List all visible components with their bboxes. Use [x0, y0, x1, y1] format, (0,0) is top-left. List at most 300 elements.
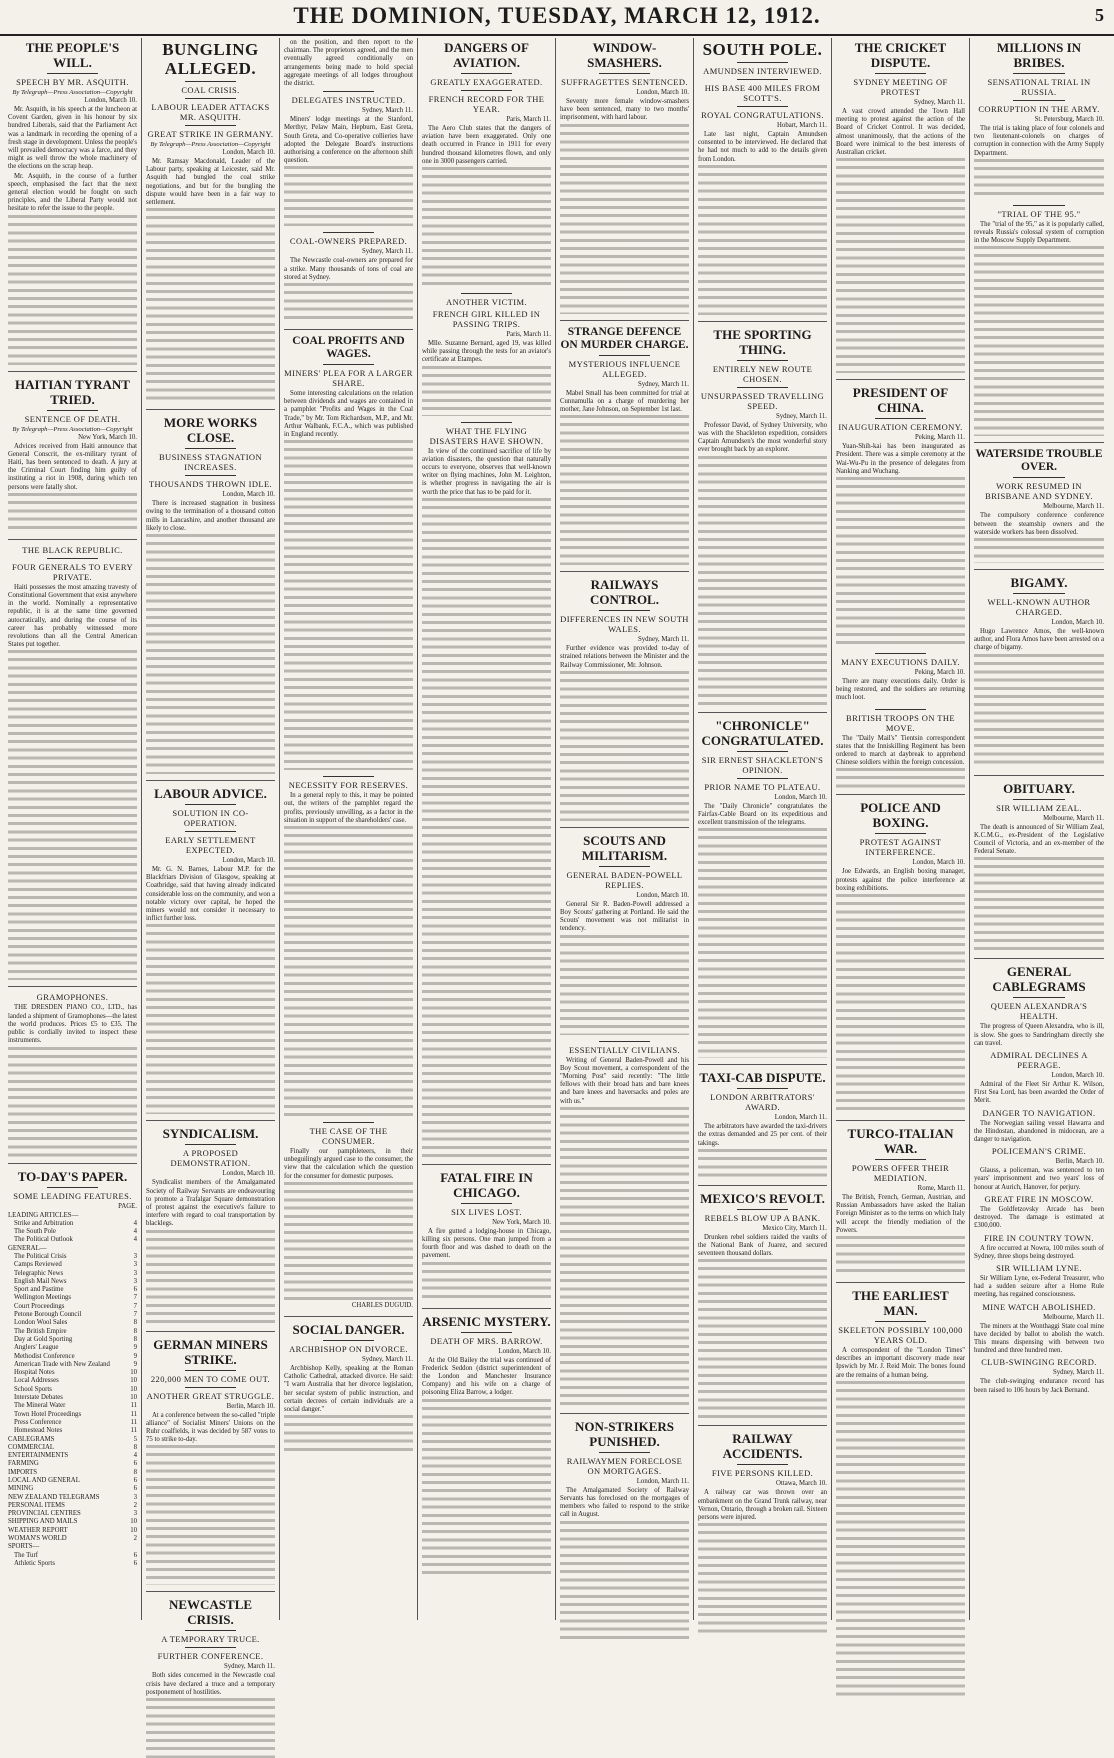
contents-item-label: The South Pole — [14, 1228, 56, 1236]
contents-item — [8, 1245, 137, 1253]
contents-list — [8, 1212, 137, 1569]
dateline: Paris, March 11. — [506, 116, 551, 123]
contents-item — [8, 1220, 137, 1228]
column-3 — [280, 38, 418, 1620]
article-case-of-consumer — [284, 1126, 413, 1310]
contents-item-page: 4 — [133, 1228, 137, 1236]
advertisement-gramophones — [8, 992, 137, 1156]
subheadline: MYSTERIOUS INFLUENCE ALLEGED. — [568, 358, 681, 379]
text-block — [284, 440, 413, 770]
article-more-works-close — [146, 415, 275, 774]
contents-item-label: WEATHER REPORT — [8, 1526, 68, 1534]
text-block — [284, 1415, 413, 1455]
article-german-miners-strike — [146, 1337, 275, 1586]
contents-item — [8, 1502, 137, 1510]
headline: POLICE AND BOXING. — [860, 800, 941, 831]
article-text: Archbishop Kelly, speaking at the Roman Catholic Cathedral, attacked divorce. He said: "I warn Australia that her divorce legislation, her secular system of public instruction, and certain decrees of certain individuals are a social danger." — [284, 1364, 413, 1413]
dateline: London, March 10. — [1051, 619, 1104, 627]
contents-item-label: Day at Gold Sporting — [14, 1335, 73, 1343]
text-block — [146, 1445, 275, 1585]
contents-item-page — [135, 1212, 137, 1220]
contents-item — [8, 1253, 137, 1261]
contents-item-page: 11 — [130, 1402, 137, 1410]
dateline: St. Petersburg, March 10. — [1034, 116, 1104, 123]
contents-item — [8, 1294, 137, 1302]
column-5 — [556, 38, 694, 1620]
article-earliest-man — [836, 1288, 965, 1701]
article-taxi-cab-dispute — [698, 1070, 827, 1179]
headline: THE BLACK REPUBLIC. — [22, 544, 123, 555]
subheadline: ANOTHER GREAT STRUGGLE. — [146, 1390, 275, 1401]
dateline: London, March 10. — [222, 1170, 275, 1178]
column-7 — [832, 38, 970, 1620]
article-waterside-trouble — [974, 448, 1104, 563]
contents-item-page: 11 — [130, 1418, 137, 1426]
text-block — [974, 159, 1104, 199]
dateline: Berlin, March 10. — [1055, 1158, 1104, 1166]
headline: RAILWAYS CONTROL. — [590, 577, 659, 608]
contents-item-label: The Political Outlook — [14, 1236, 73, 1244]
subheadline: FRENCH RECORD FOR THE YEAR. — [428, 94, 545, 114]
contents-item-label: COMMERCIAL — [8, 1443, 55, 1451]
dateline: Sydney, March 11. — [361, 107, 413, 115]
article-bigamy — [974, 575, 1104, 769]
contents-item-label: PERSONAL ITEMS — [8, 1501, 65, 1509]
contents-item-page: 6 — [133, 1551, 137, 1559]
article-text: There are many executions daily. Order is being restored, and the soldiers are returning much loot. — [836, 678, 965, 702]
contents-item-page: 10 — [130, 1385, 137, 1393]
subheadline: SUFFRAGETTES SENTENCED. — [561, 77, 688, 87]
article-text: The "Daily Mail's" Tientsin correspondent states that the Inniskilling Regiment has been ordered to march at daybreak to apprehend Chinese soldiers within the foreign concession. — [836, 734, 965, 767]
text-block — [8, 215, 137, 365]
page-number: 5 — [1095, 5, 1104, 25]
article-text: A fire gutted a lodging-house in Chicago, killing six persons. One man jumped from a fourth floor and was dashed to death on the pavement. — [422, 1227, 551, 1260]
article-text: A correspondent of the "London Times" describes an important discovery made near Ipswich by Mr. J. Reid Moir. The bones found are the remains of a human being. — [836, 1347, 965, 1379]
columns — [4, 38, 1110, 1696]
dateline: London, March 10. — [1051, 1072, 1104, 1080]
article-dangers-of-aviation — [422, 40, 551, 287]
article-text: Some interesting calculations on the relation between dividends and wages are contained in a pamphlet "Profits and Wages in the Coal Trade," by Mr. Tom Richardson, M.P., and Mr. Arthur Walbank, F.C.A., which was published in England recently. — [284, 390, 413, 439]
article-many-executions — [836, 657, 965, 703]
article-syndicalism — [146, 1126, 275, 1324]
article-text: The miners at the Wonthaggi State coal mine have decided by ballot to abolish the watch. This means dispensing with between two hundred and three hundred men. — [974, 1322, 1104, 1355]
headline: "CHRONICLE" CONGRATULATED. — [701, 717, 824, 748]
contents-item-label: LOCAL AND GENERAL — [8, 1477, 80, 1484]
subheadline: FOUR GENERALS TO EVERY PRIVATE. — [11, 561, 134, 582]
article-turco-italian-war — [836, 1126, 965, 1276]
headline: DANGERS OF AVIATION. — [444, 40, 529, 70]
contents-item — [8, 1303, 137, 1311]
contents-item — [8, 1543, 137, 1551]
contents-item-page: 9 — [133, 1344, 137, 1352]
contents-item — [8, 1527, 137, 1535]
byline: By Telegraph—Press Association—Copyright — [12, 89, 133, 96]
contents-item-label: Interstate Debates — [14, 1394, 63, 1402]
text-block — [146, 1698, 275, 1758]
contents-item — [8, 1270, 137, 1278]
contents-item-page: 5 — [133, 1435, 137, 1443]
subheadline: THOUSANDS THROWN IDLE. — [148, 479, 273, 490]
headline: ANOTHER VICTIM. — [446, 297, 527, 308]
article-text: The Amalgamated Society of Railway Servants has foreclosed on the mortgages of members who failed to respond to the strike call in August. — [560, 1486, 689, 1519]
headline: THE SPORTING THING. — [713, 326, 812, 357]
subheadline: SENTENCE OF DEATH. — [24, 413, 121, 424]
subheadline: RAILWAYMEN FORECLOSE ON MORTGAGES. — [566, 1455, 683, 1476]
contents-item — [8, 1436, 137, 1444]
subheadline: EARLY SETTLEMENT EXPECTED. — [165, 835, 256, 856]
headline: SOUTH POLE. — [702, 40, 823, 59]
article-text: In a general reply to this, it may be pointed out, the writers of the pamphlet regard the profits, previously unwilling, as a factor in the situation in support of the shareholders' case. — [284, 792, 413, 824]
contents-item — [8, 1494, 137, 1502]
contents-item-page — [135, 1543, 137, 1551]
article-text: Seventy more female window-smashers have been sentenced, many to two months' imprisonment, with hard labour. — [560, 98, 689, 122]
text-block — [422, 366, 551, 416]
contents-item-label: GENERAL— — [8, 1244, 47, 1252]
contents-item — [8, 1228, 137, 1236]
article-text: The Aero Club states that the dangers of aviation have been exaggerated. Only one death occurred in France in 1911 for every hundred thousand kilometres flown, and only one in 3000 passengers carried. — [422, 125, 551, 165]
contents-item-label: Local Addresses — [14, 1377, 59, 1385]
ad-heading: GRAMOPHONES. — [36, 992, 109, 1003]
contents-item-page: 3 — [133, 1510, 137, 1518]
text-block — [8, 1047, 137, 1157]
dateline: Sydney, March 11. — [913, 99, 965, 106]
article-essentially-civilians — [560, 1045, 689, 1407]
text-block — [836, 894, 965, 1114]
contents-item — [8, 1336, 137, 1344]
article-flying-disasters — [422, 426, 551, 1158]
headline: MILLIONS IN BRIBES. — [996, 40, 1082, 70]
headline: WATERSIDE TROUBLE OVER. — [975, 448, 1103, 474]
article-coal-owners-prepared — [284, 236, 413, 323]
contents-item-page: 4 — [133, 1236, 137, 1244]
dateline: London, March 10. — [222, 857, 275, 865]
contents-item-label: CABLEGRAMS — [8, 1435, 55, 1443]
contents-item — [8, 1427, 137, 1435]
contents-item — [8, 1319, 137, 1327]
text-block — [836, 1236, 965, 1276]
article-bungling-alleged — [146, 40, 275, 403]
contents-item-label: English Mail News — [14, 1277, 67, 1285]
subheadline: DEATH OF MRS. BARROW. — [430, 1335, 543, 1346]
subheadline: DELEGATES INSTRUCTED. — [291, 95, 406, 106]
article-text: At the Old Bailey the trial was continued of Frederick Seddon (district superintendent of the London and Manchester Insurance Company) and his wife on a charge of poisoning Eliza Barrow, a lodger. — [422, 1356, 551, 1397]
contents-item-page: 9 — [133, 1360, 137, 1368]
subheadline: DANGER TO NAVIGATION. — [982, 1107, 1096, 1118]
text-block — [146, 208, 275, 403]
text-block — [284, 166, 413, 226]
column-1 — [4, 38, 142, 1620]
dateline: Melbourne, March 11. — [1043, 1313, 1104, 1321]
byline: By Telegraph—Press Association—Copyright — [12, 425, 133, 433]
subheadline: SIR ERNEST SHACKLETON'S OPINION. — [701, 754, 824, 775]
subheadline: POLICEMAN'S CRIME. — [991, 1146, 1087, 1157]
text-block — [698, 1149, 827, 1179]
contents-item-page: 8 — [133, 1468, 137, 1476]
text-block — [146, 924, 275, 1114]
headline: SOCIAL DANGER. — [292, 1321, 405, 1337]
subheadline: BRITISH TROOPS ON THE MOVE. — [846, 712, 955, 733]
text-block — [284, 826, 413, 1116]
article-arsenic-mystery — [422, 1314, 551, 1579]
contents-item-page: 7 — [133, 1311, 137, 1319]
contents-item — [8, 1344, 137, 1352]
article-text: Further evidence was provided to-day of strained relations between the Minister and the Railway Commissioner, Mr. Johnson. — [560, 645, 689, 669]
dateline: Sydney, March 11. — [775, 412, 827, 420]
article-south-pole — [698, 40, 827, 315]
article-text: A fire occurred at Nowra, 100 miles south of Sydney, three shops being destroyed. — [974, 1244, 1104, 1260]
contents-item-label: Wellington Meetings — [14, 1294, 72, 1302]
column-4 — [418, 38, 556, 1620]
article-railways-control — [560, 577, 689, 821]
contents-item — [8, 1212, 137, 1220]
ad-text: THE DRESDEN PIANO CO., LTD., has landed a shipment of Gramophones—the latest the world produces. Prices £5 to £35. The public is cordially invited to inspect these instruments. — [8, 1004, 137, 1045]
subheadline: LONDON ARBITRATORS' AWARD. — [710, 1092, 815, 1113]
dateline: New York, March 10. — [492, 1218, 551, 1226]
article-text: The British, French, German, Austrian, and Russian Ambassadors have asked the Italian Foreign Minister as to the terms on which Italy will accept the friendly mediation of the Powers. — [836, 1194, 965, 1234]
article-text: Sir William Lyne, ex-Federal Treasurer, who had a sudden seizure after a Home Rule meeting, has regained consciousness. — [974, 1274, 1104, 1299]
contents-item — [8, 1552, 137, 1560]
article-text: Advices received from Haiti announce that General Conscrit, the ex-military tyrant of Haiti, has been sentenced to death. A jury at the Criminal Court finding him guilty of instituting a riot in 1908, during which ten persons were fatally shot. — [8, 442, 137, 491]
subheadline: A TEMPORARY TRUCE. — [161, 1634, 260, 1645]
article-text: Both sides concerned in the Newcastle coal crisis have declared a truce and a temporary postponement of hostilities. — [146, 1672, 275, 1696]
headline: MORE WORKS CLOSE. — [163, 415, 258, 446]
article-text: Glauss, a policeman, was sentenced to ten years' imprisonment and two years' loss of honour at Aurich, Hanover, for perjury. — [974, 1167, 1104, 1191]
contents-item-page: 6 — [133, 1559, 137, 1567]
dateline: London, March 10. — [912, 859, 965, 867]
headline: SYNDICALISM. — [162, 1126, 259, 1142]
headline: GERMAN MINERS STRIKE. — [153, 1336, 268, 1367]
contents-item-label: IMPORTS — [8, 1468, 38, 1476]
article-text: There is increased stagnation in business owing to the termination of a thousand cotton mills in Lancashire, and another thousand are likely to close. — [146, 500, 275, 532]
article-newcastle-crisis — [146, 1597, 275, 1758]
contents-item-label: The Mineral Water — [14, 1402, 66, 1410]
contents-item-page — [135, 1245, 137, 1253]
article-police-and-boxing — [836, 800, 965, 1114]
dateline: London, March 10. — [222, 491, 275, 499]
subheadline: FIVE PERSONS KILLED. — [711, 1468, 814, 1479]
contents-item-label: ENTERTAINMENTS — [8, 1452, 69, 1460]
headline: THE PEOPLE'S WILL. — [25, 40, 120, 70]
contents-item — [8, 1535, 137, 1543]
subheadline: UNSURPASSED TRAVELLING SPEED. — [700, 390, 825, 411]
article-text: A railway car was thrown over an embankment on the Grand Trunk railway, near Vernon, Ontario, through a broken rail. Sixteen persons were injured. — [698, 1489, 827, 1522]
subheadline: LABOUR LEADER ATTACKS MR. ASQUITH. — [151, 102, 270, 122]
subheadline: HIS BASE 400 MILES FROM SCOTT'S. — [704, 83, 821, 103]
contents-item-label: PROVINCIAL CENTRES — [8, 1510, 81, 1518]
article-text: The Goldfetzovsky Arcade has been destroyed. The damage is estimated at £300,000. — [974, 1205, 1104, 1230]
text-block — [974, 246, 1104, 436]
subheadline: GREATLY EXAGGERATED. — [430, 77, 543, 87]
dateline: London, March 10. — [222, 149, 275, 156]
article-text: Mr. G. N. Barnes, Labour M.P. for the Blackfriars Division of Glasgow, speaking at Coatbridge, said that having already indicated considerable loss on the community, and won a notable victory over capital, he hoped the miners would not consider it necessary to inflict further loss. — [146, 866, 275, 923]
contents-item — [8, 1477, 137, 1485]
contents-item-page: 10 — [130, 1369, 137, 1377]
text-block — [560, 935, 689, 1035]
text-block — [8, 650, 137, 980]
contents-item-page: 10 — [130, 1394, 137, 1402]
text-block — [974, 654, 1104, 769]
contents-item — [8, 1377, 137, 1385]
article-sporting-thing — [698, 327, 827, 706]
text-block — [422, 1399, 551, 1579]
headline: FATAL FIRE IN CHICAGO. — [440, 1169, 533, 1200]
article-text: on the position, and then report to the chairman. The proprietors agreed, and the men eventually agreed conditionally on arrangements being made to hold special aggregate meetings of all lodges throughout the district. — [284, 39, 413, 88]
subheadline: ENTIRELY NEW ROUTE CHOSEN. — [712, 363, 813, 384]
article-text: The death is announced of Sir William Zeal, K.C.M.G., ex-President of the Legislative Council of Victoria, and an ex-member of the Federal Senate. — [974, 823, 1104, 856]
text-block — [836, 1381, 965, 1701]
headline: NON-STRIKERS PUNISHED. — [575, 1418, 674, 1449]
contents-title: TO-DAY'S PAPER. — [17, 1168, 128, 1184]
contents-item-label: The British Empire — [14, 1327, 67, 1335]
subheadline: "TRIAL OF THE 95." — [997, 208, 1081, 219]
article-text: Miners' lodge meetings at the Stanford, Merthyr, Pelaw Main, Hepburn, East Greta, South Greta, and Co-operative collieries have adopted the Delegate Board's instructions authorising a conference on the afternoon shift question. — [284, 116, 413, 165]
article-text: Syndicalist members of the Amalgamated Society of Railway Servants are endeavouring to promote a Trafalgar Square demonstration of protest against the executive's failure to interfere with regard to coal transportation by blacklegs. — [146, 1179, 275, 1228]
text-block — [146, 1230, 275, 1325]
text-block — [698, 1523, 827, 1633]
text-block — [284, 1182, 413, 1302]
article-cricket-dispute — [836, 40, 965, 373]
article-text: Mr. Ramsay Macdonald, Leader of the Labour party, speaking at Leicester, said Mr. Asquith had bungled the coal strike negotiations, and but for the bungling the dispute would have been in a fair way to settlement. — [146, 158, 275, 207]
article-scouts-militarism — [560, 833, 689, 1035]
contents-item-page: 3 — [133, 1252, 137, 1260]
text-block — [974, 538, 1104, 563]
contents-box — [8, 1169, 137, 1569]
contents-item-page: 2 — [133, 1501, 137, 1509]
text-block — [836, 768, 965, 788]
contents-item-label: Court Proceedings — [14, 1302, 65, 1310]
headline: WHAT THE FLYING DISASTERS HAVE SHOWN. — [429, 425, 544, 446]
article-text: The arbitrators have awarded the taxi-drivers the extras demanded and 25 per cent. of their takings. — [698, 1123, 827, 1147]
text-block — [698, 828, 827, 1058]
article-text: Hugo Lawrence Amos, the well-known author, and Flora Amos have been arrested on a charge of bigamy. — [974, 628, 1104, 652]
contents-item-page: 11 — [130, 1427, 137, 1435]
article-text: The trial is taking place of four colonels and two lieutenant-colonels on charges of corruption in connection with the Army Supply Department. — [974, 125, 1104, 157]
contents-item — [8, 1452, 137, 1460]
headline: HAITIAN TYRANT TRIED. — [15, 376, 130, 407]
article-british-troops — [836, 713, 965, 789]
text-block — [560, 671, 689, 821]
subheadline: SPEECH BY MR. ASQUITH. — [16, 77, 129, 87]
article-fatal-fire-chicago — [422, 1170, 551, 1302]
headline: SCOUTS AND MILITARISM. — [581, 832, 668, 863]
subheadline: ESSENTIALLY CIVILIANS. — [568, 1044, 681, 1055]
contents-item-label: The Political Crisis — [14, 1252, 67, 1260]
subheadline: THE CASE OF THE CONSUMER. — [309, 1126, 388, 1147]
headline: WINDOW-SMASHERS. — [587, 40, 662, 70]
subheadline: CLUB-SWINGING RECORD. — [981, 1357, 1097, 1368]
dateline: Berlin, March 10. — [226, 1402, 275, 1410]
contents-item-label: London Wool Sales — [14, 1319, 68, 1327]
subheadline: MINE WATCH ABOLISHED. — [982, 1301, 1096, 1312]
contents-item-page: 8 — [133, 1327, 137, 1335]
article-strange-defence — [560, 326, 689, 566]
contents-item-label: LEADING ARTICLES— — [8, 1211, 79, 1219]
subheadline: GREAT FIRE IN MOSCOW. — [984, 1193, 1094, 1204]
dateline: London, March 11. — [774, 1114, 827, 1122]
contents-item — [8, 1411, 137, 1419]
subheadline: FURTHER CONFERENCE. — [157, 1651, 264, 1662]
contents-item — [8, 1286, 137, 1294]
contents-header — [8, 1203, 137, 1210]
subheadline: ROYAL CONGRATULATIONS. — [701, 110, 824, 120]
contents-item-page: 6 — [133, 1477, 137, 1484]
contents-item-page: 10 — [130, 1518, 137, 1526]
contents-item-page: 8 — [133, 1319, 137, 1327]
contents-item-label: WOMAN'S WORLD — [8, 1535, 67, 1543]
contents-item-page: 6 — [133, 1460, 137, 1468]
contents-item-page: 3 — [133, 1261, 137, 1269]
dateline: Sydney, March 11. — [361, 248, 413, 256]
dateline: Peking, March 10. — [914, 669, 965, 677]
headline: THE EARLIEST MAN. — [852, 1288, 949, 1319]
dateline: London, March 11. — [636, 1477, 689, 1485]
contents-item — [8, 1510, 137, 1518]
headline: THE CRICKET DISPUTE. — [854, 40, 947, 70]
subheadline: INAUGURATION CEREMONY. — [838, 422, 963, 433]
headline: TURCO-ITALIAN WAR. — [847, 1126, 954, 1157]
article-text: Mr. Asquith, in his speech at the luncheon at Covent Garden, given in his honour by six hundred Liberals, said that the Parliament Act was a landmark in recording the opening of a fresh stage in development. Unless the people's will prevailed democracy was a farce, and they might as well throw the whole machinery of the elections on the scrap heap. — [8, 106, 137, 171]
contents-item-label: The Turf — [14, 1551, 38, 1559]
article-non-strikers-punished — [560, 1419, 689, 1641]
article-text: Mabel Small has been committed for trial at Cunnamulla on a charge of murdering her mother, Jane Johnson, on September 1st last. — [560, 389, 689, 414]
headline: COAL-OWNERS PREPARED. — [289, 236, 408, 247]
article-text: Professor David, of Sydney University, who was with the Shackleton expedition, considers Captain Amundsen's the most wonderful story ever brought back by an explorer. — [698, 421, 827, 454]
column-6 — [694, 38, 832, 1620]
contents-item-page: 7 — [133, 1302, 137, 1310]
article-mexicos-revolt — [698, 1191, 827, 1420]
article-text: In view of the continued sacrifice of life by aviation disasters, the question that naturally occurs to everyone, observes that well-known writer on flying machines, John M. Leighton, is whether progress in navigating the air is worth the price that has to be paid for it. — [422, 447, 551, 496]
headline: BUNGLING ALLEGED. — [162, 40, 259, 78]
text-block — [698, 1259, 827, 1419]
contents-item — [8, 1518, 137, 1526]
subheadline: ADMIRAL DECLINES A PEERAGE. — [990, 1050, 1088, 1071]
byline: By Telegraph—Press Association—Copyright — [150, 141, 271, 148]
article-trial-of-the-95 — [974, 209, 1104, 437]
contents-item-label: Press Conference — [14, 1418, 62, 1426]
headline: NEWCASTLE CRISIS. — [168, 1597, 253, 1628]
text-block — [284, 283, 413, 323]
text-block — [8, 493, 137, 533]
headline: OBITUARY. — [1003, 780, 1075, 796]
article-president-of-china — [836, 385, 965, 647]
contents-item-page: 11 — [130, 1410, 137, 1418]
masthead — [0, 0, 1114, 36]
contents-item-page: 3 — [133, 1269, 137, 1277]
contents-item-label: Homestead Notes — [14, 1427, 63, 1435]
subheadline: FIRE IN COUNTRY TOWN. — [984, 1232, 1094, 1243]
subheadline: MINERS' PLEA FOR A LARGER SHARE. — [284, 368, 413, 389]
contents-item — [8, 1369, 137, 1377]
article-obituary — [974, 781, 1104, 953]
contents-item-label: Methodist Conference — [14, 1352, 75, 1360]
column-2 — [142, 38, 280, 1696]
subheadline: GENERAL BADEN-POWELL REPLIES. — [566, 869, 683, 890]
subheadline: WELL-KNOWN AUTHOR CHARGED. — [987, 597, 1091, 618]
subheadline: MANY EXECUTIONS DAILY. — [841, 657, 960, 668]
headline: BIGAMY. — [1010, 575, 1068, 591]
article-text: The progress of Queen Alexandra, who is ill, is slow. She goes to Sandringham directly she can travel. — [974, 1023, 1104, 1047]
contents-item-page: 4 — [133, 1452, 137, 1460]
text-block — [422, 498, 551, 1158]
article-delegates-instructed — [284, 95, 413, 226]
contents-item — [8, 1394, 137, 1402]
headline: STRANGE DEFENCE ON MURDER CHARGE. — [560, 325, 689, 351]
contents-item — [8, 1386, 137, 1394]
contents-item — [8, 1402, 137, 1410]
article-coal-profits — [284, 335, 413, 770]
article-text: Admiral of the Fleet Sir Arthur K. Wilson, First Sea Lord, has been awarded the Order of Merit. — [974, 1081, 1104, 1105]
contents-item-page: 4 — [133, 1219, 137, 1227]
